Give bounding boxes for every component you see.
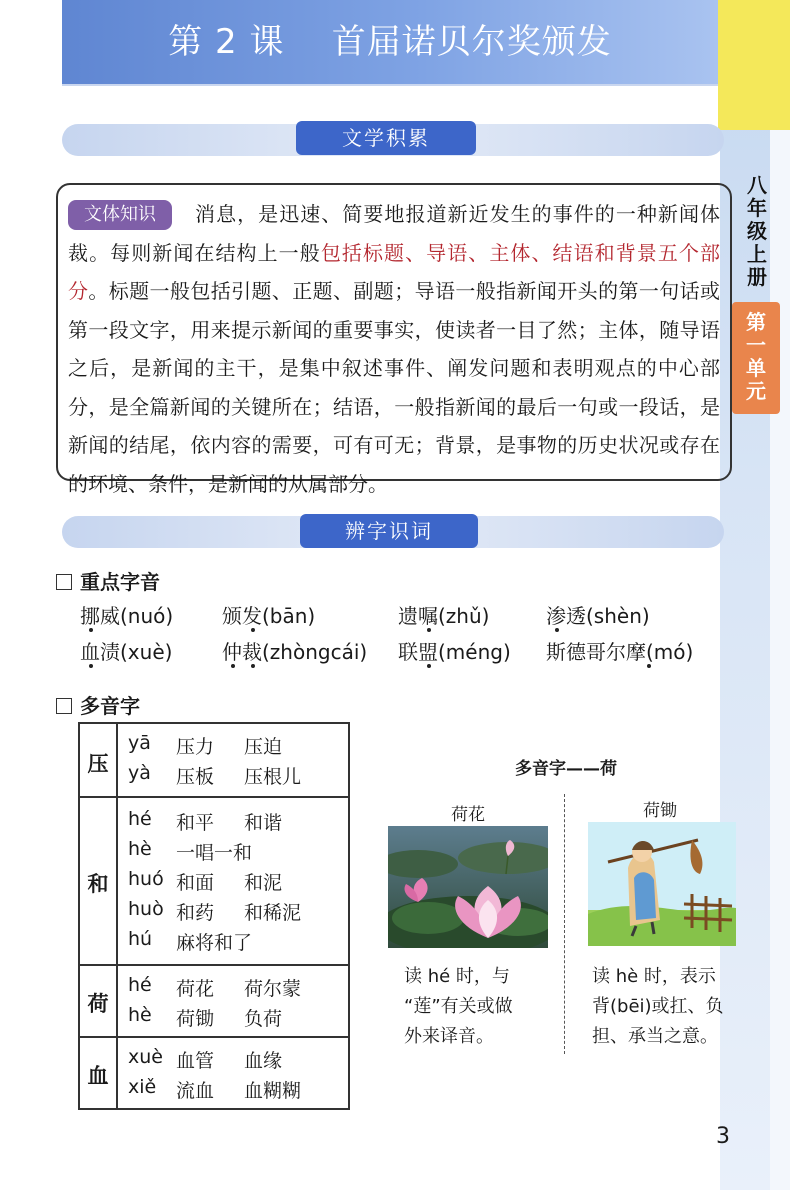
example-word: 麻将和了: [176, 932, 253, 954]
lotus-description: [404, 962, 544, 1052]
table-column-divider: [116, 724, 118, 1108]
checkbox-icon: [56, 574, 72, 590]
key-pronunciation-heading-text: 重点字音: [80, 570, 160, 594]
unit-label: [732, 311, 780, 403]
pron-word: 血渍(xuè): [80, 640, 173, 664]
pron-word: 斯德哥尔摩(mó): [546, 640, 694, 664]
example-word: 压根儿: [244, 766, 302, 788]
pron-word: 渗透(shèn): [546, 604, 650, 628]
knowledge-highlight: 包括标题、导语、主体、结语和背景五个部分: [68, 240, 721, 303]
pinyin: yà: [128, 762, 151, 784]
pinyin: hè: [128, 1004, 152, 1026]
checkbox-icon: [56, 698, 72, 714]
example-word: 血管: [176, 1050, 215, 1072]
polyphone-table: [78, 722, 350, 1110]
unit-char: 元: [746, 379, 766, 403]
lotus-flower-image: [388, 826, 548, 948]
example-word: 压迫: [244, 736, 283, 758]
example-word: 负荷: [244, 1008, 283, 1030]
lotus-caption: 荷花: [451, 805, 485, 825]
polyphone-char: 荷: [87, 992, 109, 1016]
grade-char: 年: [747, 196, 767, 220]
table-row-divider: [80, 1036, 348, 1038]
emphasis-dot: [427, 664, 431, 668]
example-word: 压力: [176, 736, 215, 758]
pinyin: yā: [128, 732, 151, 754]
section-title-literature: 文学积累: [296, 121, 476, 155]
example-word: 流血: [176, 1080, 215, 1102]
pron-word: 联盟(méng): [398, 640, 511, 664]
example-word: 血缘: [244, 1050, 283, 1072]
section-title-words: 辨字识词: [300, 514, 478, 548]
unit-char: 一: [746, 333, 766, 357]
pinyin: huò: [128, 898, 164, 920]
pron-word: 遗嘱(zhǔ): [398, 604, 490, 628]
example-word: 一唱一和: [176, 842, 253, 864]
grade-char: 级: [747, 219, 767, 243]
pinyin: huó: [128, 868, 164, 890]
emphasis-dot: [647, 664, 651, 668]
pinyin: hú: [128, 928, 153, 950]
pron-word: 颁发(bān): [222, 604, 316, 628]
hoe-description-line: 担、承当之意。: [592, 1026, 718, 1047]
unit-char: 第: [746, 310, 766, 334]
grade-label: [732, 174, 782, 289]
example-word: 压板: [176, 766, 215, 788]
lotus-panel-title: 多音字——荷: [515, 759, 617, 779]
example-word: 荷尔蒙: [244, 978, 302, 1000]
grade-char: 册: [747, 265, 767, 289]
polyphone-char: 和: [87, 872, 109, 896]
hoe-description: [592, 962, 732, 1052]
hoe-description-line: 背(bēi)或扛、负: [592, 996, 724, 1017]
grade-char: 八: [747, 173, 767, 197]
polyphone-heading-text: 多音字: [80, 694, 140, 718]
side-yellow-corner: [718, 0, 790, 130]
knowledge-tag: 文体知识: [68, 200, 172, 230]
pinyin: hé: [128, 808, 152, 830]
pron-word: 仲裁(zhòngcái): [222, 640, 368, 664]
emphasis-dot: [427, 628, 431, 632]
panel-divider: [564, 794, 565, 1054]
page-number: 3: [716, 1124, 730, 1149]
hoe-description-line: 读 hè 时，表示: [592, 966, 716, 987]
example-word: 血糊糊: [244, 1080, 302, 1102]
knowledge-text-part1: 消息，是迅速、简要地报道新近发生的事件的一种新闻体裁。每则新闻在结构上一般: [68, 202, 720, 265]
example-word: 荷锄: [176, 1008, 215, 1030]
emphasis-dot: [89, 664, 93, 668]
polyphone-char: 压: [87, 752, 109, 776]
key-pronunciation-heading: [56, 566, 160, 595]
knowledge-text: [68, 195, 720, 503]
example-word: 荷花: [176, 978, 215, 1000]
table-row-divider: [80, 964, 348, 966]
lotus-description-line: 读 hé 时，与: [404, 966, 510, 987]
emphasis-dot: [251, 664, 255, 668]
emphasis-dot: [89, 628, 93, 632]
hoe-caption: 荷锄: [643, 801, 677, 821]
pinyin: xuè: [128, 1046, 163, 1068]
polyphone-char: 血: [87, 1064, 109, 1088]
pinyin: hè: [128, 838, 152, 860]
pron-word: 挪威(nuó): [80, 604, 174, 628]
emphasis-dot: [251, 628, 255, 632]
example-word: 和泥: [244, 872, 283, 894]
example-word: 和面: [176, 872, 215, 894]
unit-char: 单: [746, 356, 766, 380]
emphasis-dot: [555, 628, 559, 632]
table-row-divider: [80, 796, 348, 798]
example-word: 和平: [176, 812, 215, 834]
knowledge-text-part2: 。标题一般包括引题、正题、副题；导语一般指新闻开头的第一句话或第一段文字，用来提示新闻的重要事实，使读者一目了然；主体，随导语之后，是新闻的主干，是集中叙述事件、阐发问题和表明观点的中心部分，是全篇新闻的关键所在；结语，一般指新闻的最后一句或一段话，是新闻的结尾，依内容的需要，可有可无；背景，是事物的历史状况或存在的环境、条件，是新闻的从属部分。: [68, 279, 721, 496]
example-word: 和谐: [244, 812, 283, 834]
emphasis-dot: [231, 664, 235, 668]
lesson-title: 第 2 课 首届诺贝尔奖颁发: [168, 22, 612, 62]
example-word: 和药: [176, 902, 215, 924]
farmer-with-hoe-image: [588, 822, 736, 946]
pinyin: xiě: [128, 1076, 157, 1098]
lotus-description-line: “莲”有关或做: [404, 996, 513, 1017]
example-word: 和稀泥: [244, 902, 302, 924]
polyphone-heading: [56, 690, 140, 719]
pinyin: hé: [128, 974, 152, 996]
grade-char: 上: [747, 242, 767, 266]
lotus-description-line: 外来译音。: [404, 1026, 494, 1047]
